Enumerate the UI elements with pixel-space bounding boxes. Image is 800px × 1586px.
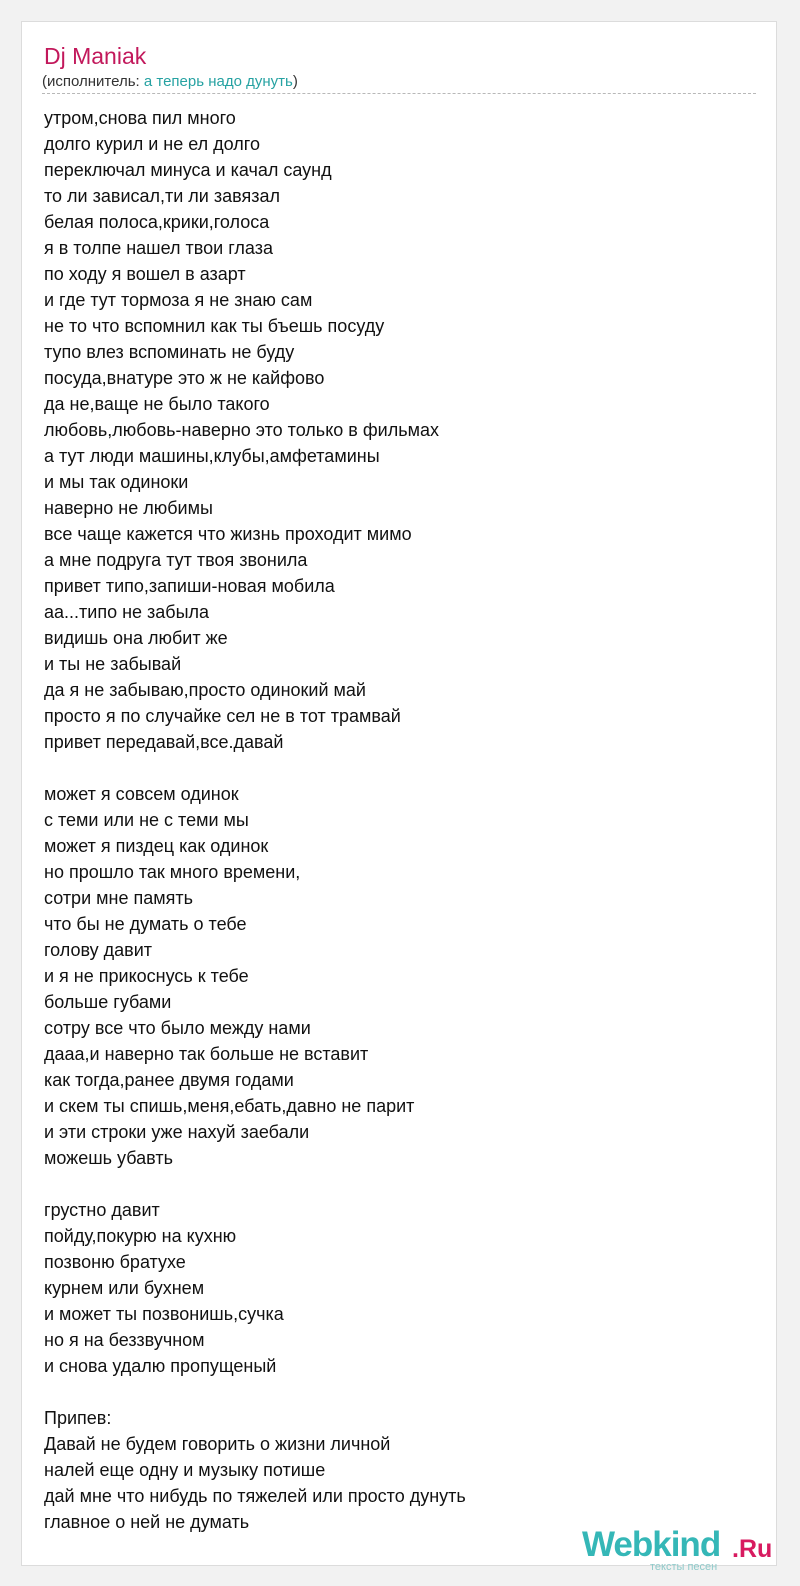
lyric-line: грустно давит xyxy=(44,1200,160,1220)
lyric-line: видишь она любит же xyxy=(44,628,228,648)
lyric-line: Давай не будем говорить о жизни личной xyxy=(44,1434,391,1454)
lyric-line: все чаще кажется что жизнь проходит мимо xyxy=(44,524,412,544)
lyric-line: пойду,покурю на кухню xyxy=(44,1226,237,1246)
lyric-line: позвоню братухе xyxy=(44,1252,186,1272)
lyric-line: сотру все что было между нами xyxy=(44,1018,311,1038)
lyric-line: и я не прикоснусь к тебе xyxy=(44,966,249,986)
lyric-line: Припев: xyxy=(44,1408,112,1428)
lyric-line: и снова удалю пропущеный xyxy=(44,1356,277,1376)
lyric-line: как тогда,ранее двумя годами xyxy=(44,1070,294,1090)
lyric-line: наверно не любимы xyxy=(44,498,213,518)
lyric-line: да не,ваще не было такого xyxy=(44,394,270,414)
verse-3 xyxy=(44,1197,744,1379)
lyric-line: я в толпе нашел твои глаза xyxy=(44,238,273,258)
lyric-line: и эти строки уже нахуй заебали xyxy=(44,1122,310,1142)
dashed-divider xyxy=(42,93,756,94)
lyric-line: может я пиздец как одинок xyxy=(44,836,269,856)
lyric-line: и мы так одиноки xyxy=(44,472,189,492)
lyric-line: а мне подруга тут твоя звонила xyxy=(44,550,308,570)
logo-tld: .Ru xyxy=(732,1535,773,1563)
lyric-line: долго курил и не ел долго xyxy=(44,134,260,154)
logo-tagline: тексты песен xyxy=(650,1561,718,1573)
lyric-line: и может ты позвонишь,сучка xyxy=(44,1304,284,1324)
lyric-line: курнем или бухнем xyxy=(44,1278,205,1298)
lyric-line: утром,снова пил много xyxy=(44,108,236,128)
verse-2 xyxy=(44,781,744,1171)
lyric-line: тупо влез вспоминать не буду xyxy=(44,342,295,362)
lyric-line: переключал минуса и качал саунд xyxy=(44,160,332,180)
logo-name: Webkind xyxy=(582,1525,721,1564)
lyric-line: дааа,и наверно так больше не вставит xyxy=(44,1044,369,1064)
lyric-line: и ты не забывай xyxy=(44,654,182,674)
lyric-line: да я не забываю,просто одинокий май xyxy=(44,680,366,700)
lyric-line: с теми или не с теми мы xyxy=(44,810,249,830)
lyric-line: посуда,внатуре это ж не кайфово xyxy=(44,368,325,388)
lyric-line: а тут люди машины,клубы,амфетамины xyxy=(44,446,380,466)
lyric-line: просто я по случайке сел не в тот трамвай xyxy=(44,706,401,726)
webkind-logo[interactable] xyxy=(582,1526,782,1576)
lyric-line: по ходу я вошел в азарт xyxy=(44,264,246,284)
artist-title: Dj Maniak xyxy=(44,43,147,69)
song-title-link[interactable]: а теперь надо дунуть xyxy=(143,73,293,90)
lyric-line: сотри мне память xyxy=(44,888,193,908)
lyric-line: но прошло так много времени, xyxy=(44,862,301,882)
lyric-line: может я совсем одинок xyxy=(44,784,239,804)
lyric-line: но я на беззвучном xyxy=(44,1330,205,1350)
lyric-line: больше губами xyxy=(44,992,172,1012)
stanza-gap xyxy=(44,1379,744,1405)
lyric-line: что бы не думать о тебе xyxy=(44,914,247,934)
lyric-line: налей еще одну и музыку потише xyxy=(44,1460,326,1480)
lyric-line: белая полоса,крики,голоса xyxy=(44,212,270,232)
verse-1 xyxy=(44,105,744,755)
lyric-line: аа...типо не забыла xyxy=(44,602,210,622)
lyric-line: не то что вспомнил как ты бъешь посуду xyxy=(44,316,385,336)
lyrics-body xyxy=(44,105,744,1535)
lyric-line: привет передавай,все.давай xyxy=(44,732,284,752)
lyrics-card xyxy=(21,21,777,1573)
stanza-gap xyxy=(44,755,744,781)
performer-prefix: (исполнитель: xyxy=(42,73,144,90)
lyric-line: и скем ты спишь,меня,ебать,давно не парит xyxy=(44,1096,415,1116)
lyric-line: главное о ней не думать xyxy=(44,1512,250,1532)
lyric-line: то ли зависал,ти ли завязал xyxy=(44,186,281,206)
performer-line xyxy=(42,73,298,91)
lyric-line: дай мне что нибудь по тяжелей или просто дунуть xyxy=(44,1486,466,1506)
lyric-line: и где тут тормоза я не знаю сам xyxy=(44,290,313,310)
chorus xyxy=(44,1405,744,1535)
lyric-line: любовь,любовь-наверно это только в фильмах xyxy=(44,420,439,440)
lyric-line: можешь убавть xyxy=(44,1148,173,1168)
lyric-line: привет типо,запиши-новая мобила xyxy=(44,576,335,596)
lyric-line: голову давит xyxy=(44,940,153,960)
performer-suffix: ) xyxy=(292,73,298,90)
stanza-gap xyxy=(44,1171,744,1197)
